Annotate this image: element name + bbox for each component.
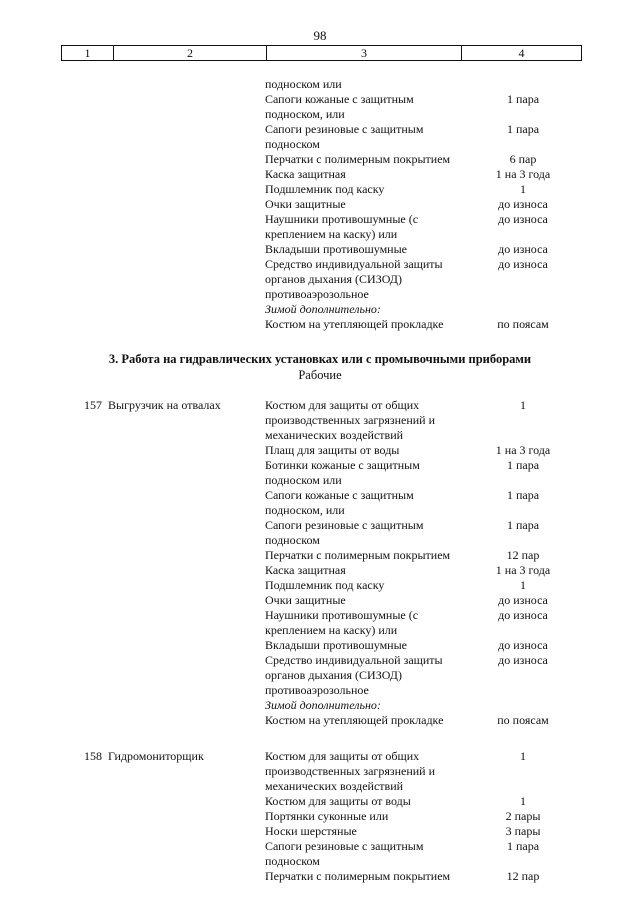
table-row (0, 443, 640, 458)
row-number: 158 (84, 749, 102, 763)
table-row (0, 794, 640, 809)
ppe-quantity: 12 пар (506, 869, 540, 883)
ppe-item: Сапоги кожаные с защитным (265, 488, 414, 502)
ppe-item: Костюм на утепляющей прокладке (265, 713, 444, 727)
ppe-item: Перчатки с полимерным покрытием (265, 548, 451, 562)
ppe-quantity: 1 пара (506, 488, 540, 502)
ppe-quantity (458, 698, 588, 713)
row-number (0, 107, 108, 122)
table-row (0, 779, 640, 794)
profession-name (108, 608, 265, 623)
ppe-quantity: до износа (498, 242, 548, 256)
profession-name (108, 854, 265, 869)
profession-name (108, 317, 265, 332)
ppe-item: Каска защитная (265, 167, 346, 181)
table-row (0, 869, 640, 884)
profession-name: Гидромониторщик (108, 749, 204, 763)
table-row (0, 107, 640, 122)
row-number (0, 413, 108, 428)
ppe-quantity: 1 (520, 794, 526, 808)
ppe-item: подноском, или (265, 503, 345, 517)
table-row (0, 473, 640, 488)
table-row (0, 548, 640, 563)
profession-name (108, 458, 265, 473)
profession-name (108, 653, 265, 668)
table-row (0, 413, 640, 428)
table-row (0, 152, 640, 167)
ppe-item: Средство индивидуальной защиты (265, 653, 443, 667)
row-number (0, 593, 108, 608)
profession-name (108, 272, 265, 287)
table-row (0, 623, 640, 638)
table-row (0, 182, 640, 197)
table-row (0, 713, 640, 728)
profession-name (108, 488, 265, 503)
row-number (0, 182, 108, 197)
profession-name (108, 623, 265, 638)
table-row (0, 518, 640, 533)
table-row (0, 593, 640, 608)
profession-name (108, 197, 265, 212)
table-row (0, 92, 640, 107)
table-row (0, 503, 640, 518)
ppe-item: подноском, или (265, 107, 345, 121)
row-number (0, 257, 108, 272)
row-number (0, 122, 108, 137)
ppe-quantity: до износа (498, 197, 548, 211)
ppe-quantity: 1 (520, 749, 526, 763)
ppe-item: Каска защитная (265, 563, 346, 577)
ppe-quantity (458, 668, 588, 683)
profession-name (108, 683, 265, 698)
ppe-quantity (458, 77, 588, 92)
ppe-item: Костюм для защиты от воды (265, 794, 411, 808)
profession-name (108, 428, 265, 443)
ppe-quantity (458, 428, 588, 443)
ppe-item: креплением на каску) или (265, 623, 398, 637)
row-number (0, 317, 108, 332)
ppe-quantity (458, 503, 588, 518)
ppe-quantity: 1 пара (506, 839, 540, 853)
profession-name (108, 548, 265, 563)
ppe-quantity (458, 137, 588, 152)
ppe-item: Ботинки кожаные с защитным (265, 458, 420, 472)
profession-name (108, 152, 265, 167)
row-number (0, 824, 108, 839)
ppe-item: Вкладыши противошумные (265, 638, 407, 652)
column-header-3: 3 (267, 46, 462, 60)
ppe-quantity: до износа (498, 638, 548, 652)
table-row (0, 839, 640, 854)
profession-name (108, 839, 265, 854)
table-row (0, 764, 640, 779)
table-row (0, 563, 640, 578)
table-row (0, 683, 640, 698)
profession-name (108, 473, 265, 488)
row-number (0, 137, 108, 152)
table-row (0, 242, 640, 257)
profession-name (108, 413, 265, 428)
table-row (0, 257, 640, 272)
ppe-item: механических воздействий (265, 428, 404, 442)
row-number (0, 167, 108, 182)
ppe-item: органов дыхания (СИЗОД) (265, 272, 402, 286)
ppe-item: Костюм на утепляющей прокладке (265, 317, 444, 331)
ppe-quantity: 1 (520, 182, 526, 196)
row-number (0, 152, 108, 167)
ppe-quantity (458, 764, 588, 779)
table-row (0, 398, 640, 413)
profession-name (108, 668, 265, 683)
profession-name (108, 443, 265, 458)
column-header-4: 4 (518, 46, 525, 60)
profession-name (108, 578, 265, 593)
ppe-item: Наушники противошумные (с (265, 608, 419, 622)
row-number (0, 227, 108, 242)
table-row (0, 272, 640, 287)
ppe-quantity (458, 473, 588, 488)
ppe-quantity: 12 пар (506, 548, 540, 562)
table-row (0, 533, 640, 548)
profession-name (108, 794, 265, 809)
row-number (0, 794, 108, 809)
ppe-quantity: 1 (520, 398, 526, 412)
column-header-1: 1 (62, 46, 114, 60)
continuation-block (0, 77, 640, 332)
ppe-item: подноском (265, 533, 320, 547)
profession-name (108, 122, 265, 137)
profession-name (108, 824, 265, 839)
row-number (0, 653, 108, 668)
row-number (0, 608, 108, 623)
row-number (0, 302, 108, 317)
entry-157 (0, 398, 640, 728)
profession-name (108, 77, 265, 92)
row-number (0, 668, 108, 683)
ppe-item: Наушники противошумные (с (265, 212, 419, 226)
ppe-quantity: по поясам (497, 317, 549, 331)
ppe-item: Вкладыши противошумные (265, 242, 407, 256)
ppe-item: Зимой дополнительно: (265, 302, 381, 316)
ppe-quantity: 1 пара (506, 122, 540, 136)
table-row (0, 854, 640, 869)
row-number (0, 272, 108, 287)
ppe-item: Средство индивидуальной защиты (265, 257, 443, 271)
ppe-quantity (458, 302, 588, 317)
table-row (0, 578, 640, 593)
ppe-item: механических воздействий (265, 779, 404, 793)
ppe-item: противоаэрозольное (265, 287, 369, 301)
ppe-item: креплением на каску) или (265, 227, 398, 241)
row-number (0, 488, 108, 503)
profession-name (108, 518, 265, 533)
ppe-quantity (458, 533, 588, 548)
row-number (0, 503, 108, 518)
row-number (0, 287, 108, 302)
row-number (0, 197, 108, 212)
profession-name (108, 809, 265, 824)
ppe-item: Сапоги резиновые с защитным (265, 839, 424, 853)
ppe-quantity: 2 пары (505, 809, 541, 823)
row-number (0, 764, 108, 779)
profession-name (108, 212, 265, 227)
ppe-item: Сапоги резиновые с защитным (265, 518, 424, 532)
profession-name (108, 503, 265, 518)
row-number (0, 563, 108, 578)
ppe-item: Зимой дополнительно: (265, 698, 381, 712)
ppe-quantity: 6 пар (509, 152, 537, 166)
row-number (0, 623, 108, 638)
ppe-quantity: до износа (498, 212, 548, 226)
row-number (0, 869, 108, 884)
row-number (0, 779, 108, 794)
table-row (0, 668, 640, 683)
ppe-item: Подшлемник под каску (265, 182, 385, 196)
profession-name (108, 227, 265, 242)
ppe-quantity (458, 854, 588, 869)
ppe-quantity: 1 (520, 578, 526, 592)
row-number (0, 548, 108, 563)
profession-name (108, 698, 265, 713)
ppe-quantity: 3 пары (505, 824, 541, 838)
table-row (0, 698, 640, 713)
profession-name (108, 764, 265, 779)
row-number (0, 473, 108, 488)
page-number: 98 (313, 28, 327, 43)
table-row (0, 824, 640, 839)
profession-name (108, 242, 265, 257)
table-row (0, 317, 640, 332)
table-row (0, 458, 640, 473)
table-row (0, 302, 640, 317)
profession-name (108, 182, 265, 197)
ppe-quantity (458, 272, 588, 287)
ppe-item: Носки шерстяные (265, 824, 357, 838)
ppe-quantity: до износа (498, 653, 548, 667)
column-header-2: 2 (114, 46, 267, 60)
ppe-item: производственных загрязнений и (265, 413, 436, 427)
ppe-quantity: до износа (498, 608, 548, 622)
ppe-item: Сапоги резиновые с защитным (265, 122, 424, 136)
row-number (0, 809, 108, 824)
table-row (0, 227, 640, 242)
ppe-quantity: 1 на 3 года (495, 563, 551, 577)
ppe-quantity (458, 227, 588, 242)
row-number (0, 839, 108, 854)
row-number (0, 518, 108, 533)
table-row (0, 77, 640, 92)
entry-158 (0, 749, 640, 884)
profession-name: Выгрузчик на отвалах (108, 398, 221, 412)
table-row (0, 137, 640, 152)
ppe-item: Костюм для защиты от общих (265, 749, 420, 763)
profession-name (108, 869, 265, 884)
profession-name (108, 563, 265, 578)
ppe-item: подноском (265, 137, 320, 151)
ppe-quantity (458, 779, 588, 794)
profession-name (108, 713, 265, 728)
table-row (0, 197, 640, 212)
ppe-item: Подшлемник под каску (265, 578, 385, 592)
ppe-item: Сапоги кожаные с защитным (265, 92, 414, 106)
ppe-item: подноском или (265, 473, 342, 487)
row-number (0, 458, 108, 473)
ppe-item: Перчатки с полимерным покрытием (265, 869, 451, 883)
row-number (0, 212, 108, 227)
ppe-item: подноском (265, 854, 320, 868)
profession-name (108, 257, 265, 272)
profession-name (108, 302, 265, 317)
ppe-item: Плащ для защиты от воды (265, 443, 400, 457)
profession-name (108, 167, 265, 182)
row-number (0, 428, 108, 443)
ppe-quantity: по поясам (497, 713, 549, 727)
ppe-quantity: до износа (498, 593, 548, 607)
ppe-quantity: 1 пара (506, 92, 540, 106)
row-number (0, 443, 108, 458)
row-number (0, 683, 108, 698)
row-number (0, 698, 108, 713)
row-number (0, 854, 108, 869)
table-row (0, 488, 640, 503)
ppe-quantity (458, 107, 588, 122)
section-subtitle: Рабочие (298, 368, 342, 382)
ppe-quantity (458, 623, 588, 638)
ppe-item: Перчатки с полимерным покрытием (265, 152, 451, 166)
profession-name (108, 287, 265, 302)
row-number (0, 638, 108, 653)
ppe-quantity (458, 413, 588, 428)
profession-name (108, 593, 265, 608)
ppe-quantity (458, 287, 588, 302)
table-row (0, 749, 640, 764)
row-number (0, 533, 108, 548)
table-row (0, 809, 640, 824)
ppe-item: противоаэрозольное (265, 683, 369, 697)
ppe-quantity: 1 на 3 года (495, 443, 551, 457)
row-number: 157 (84, 398, 102, 412)
ppe-quantity: 1 пара (506, 458, 540, 472)
row-number (0, 242, 108, 257)
section-title: 3. Работа на гидравлических установках или с промывочными приборами (108, 352, 532, 366)
ppe-item: производственных загрязнений и (265, 764, 436, 778)
row-number (0, 713, 108, 728)
table-row (0, 122, 640, 137)
profession-name (108, 92, 265, 107)
ppe-item: Очки защитные (265, 593, 346, 607)
profession-name (108, 638, 265, 653)
profession-name (108, 137, 265, 152)
table-row (0, 212, 640, 227)
profession-name (108, 779, 265, 794)
ppe-item: Костюм для защиты от общих (265, 398, 420, 412)
row-number (0, 92, 108, 107)
table-row (0, 608, 640, 623)
table-row (0, 287, 640, 302)
table-row (0, 167, 640, 182)
ppe-item: Портянки суконные или (265, 809, 389, 823)
ppe-item: подноском или (265, 77, 342, 91)
profession-name (108, 533, 265, 548)
ppe-item: Очки защитные (265, 197, 346, 211)
ppe-quantity: до износа (498, 257, 548, 271)
ppe-quantity: 1 пара (506, 518, 540, 532)
table-row (0, 428, 640, 443)
profession-name (108, 107, 265, 122)
ppe-item: органов дыхания (СИЗОД) (265, 668, 402, 682)
ppe-quantity (458, 683, 588, 698)
row-number (0, 77, 108, 92)
column-header-row (61, 45, 582, 61)
row-number (0, 578, 108, 593)
ppe-quantity: 1 на 3 года (495, 167, 551, 181)
table-row (0, 638, 640, 653)
table-row (0, 653, 640, 668)
